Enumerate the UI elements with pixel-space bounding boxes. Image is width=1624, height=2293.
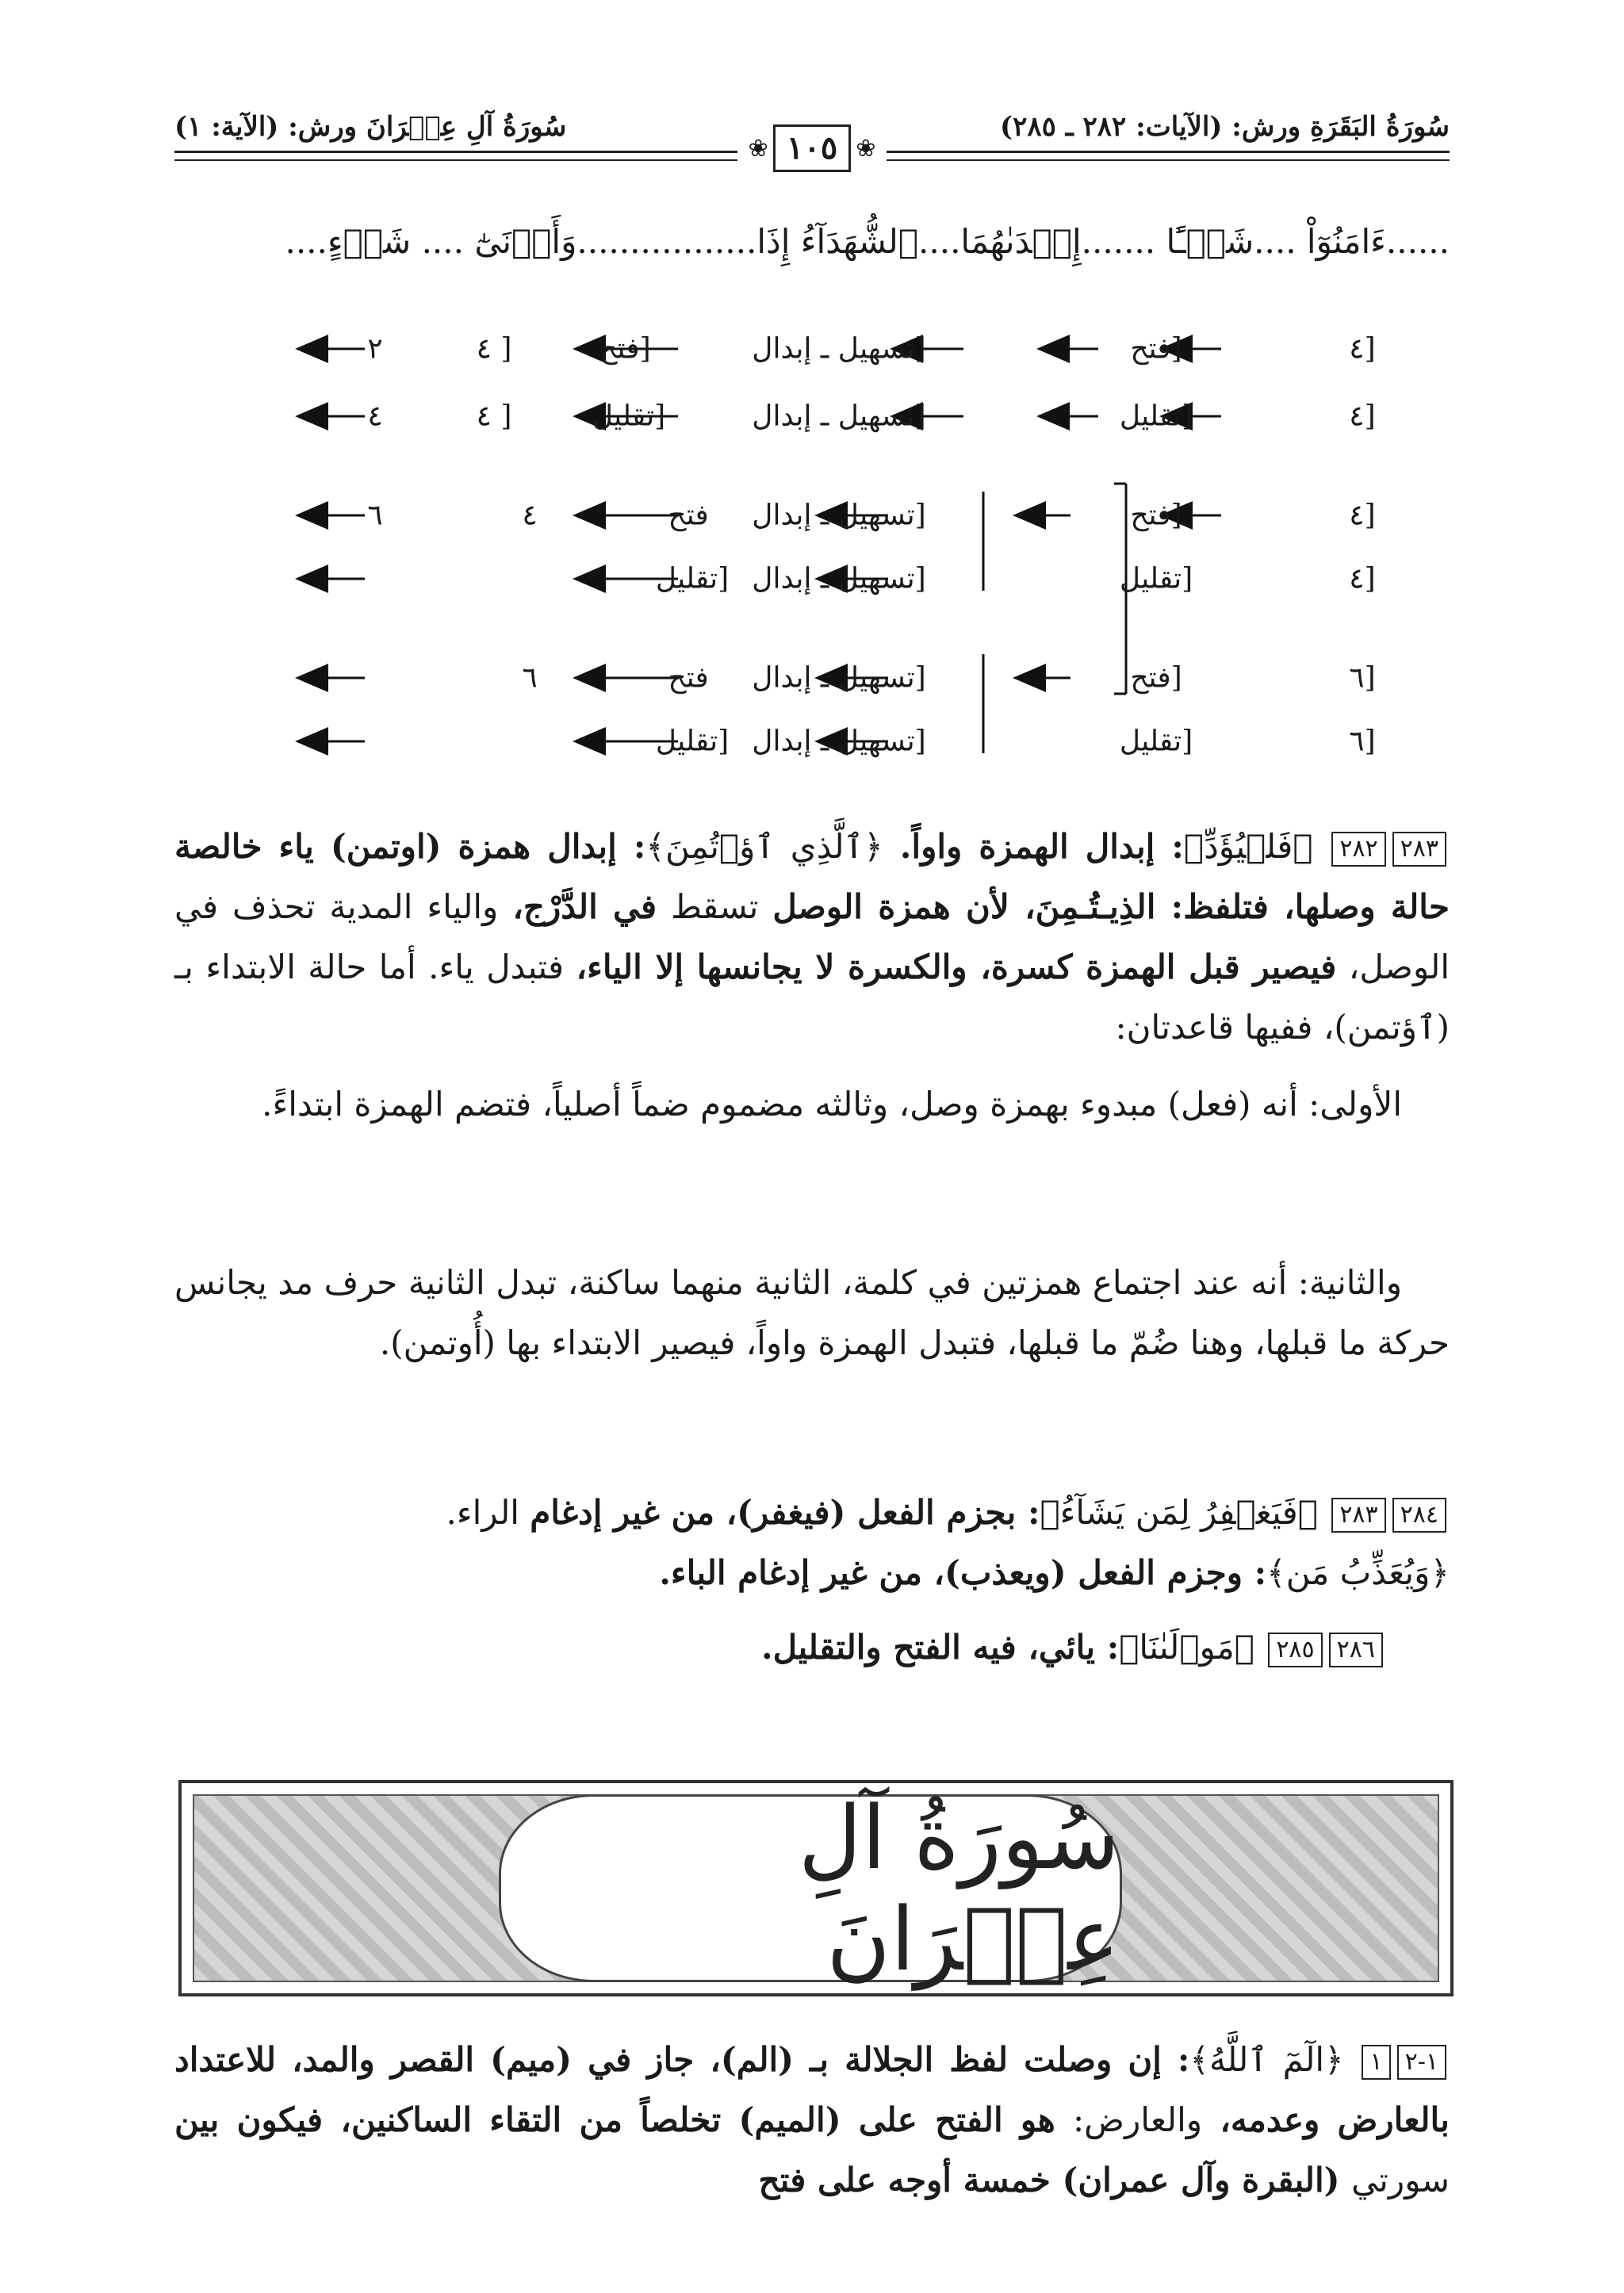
tree-node: [تقليل xyxy=(592,400,666,433)
body-text: سورتي xyxy=(1351,2161,1450,2199)
paragraph xyxy=(174,817,1450,1058)
rule-text: : يائي، فيه الفتح والتقليل. xyxy=(761,1628,1120,1667)
tree-node: [تسهيل ـ إبدال xyxy=(752,562,926,595)
rule-text: : وجزم الفعل (ويعذب)، من غير إدغام الباء. xyxy=(659,1553,1267,1592)
commentary-block xyxy=(174,2030,1450,2211)
tree-node: [٤ xyxy=(1349,499,1376,532)
tree-node: [فتح xyxy=(1130,661,1182,695)
quran-quote: ﴿وَيُعَذِّبُ مَن﴾ xyxy=(1266,1553,1450,1592)
quran-words-line: ......ءَامَنُوٓاْ ....شَيۡـًٔا .......إِحۡدَىٰهُمَا....ٱلشُّهَدَآءُ إِذَا.................وَأَدۡنَىٰٓ .... شَيۡءٍ.... xyxy=(285,222,1450,261)
tree-node: [فتح xyxy=(599,332,651,366)
verse-ref-badge: ٢٨٥ xyxy=(1268,1633,1322,1667)
commentary-block xyxy=(174,1483,1450,1603)
body-text: فتبدل ياء. أما حالة الابتداء بـ (ٱؤتمن)، ففيها قاعدتان: xyxy=(174,947,1450,1047)
tree-node: [ ٤ xyxy=(476,332,512,366)
tree-node: [فتح xyxy=(1130,332,1182,366)
tree-node: [تقليل xyxy=(655,562,730,595)
tree-node: [تسهيل ـ إبدال xyxy=(752,725,926,758)
tree-node: [تقليل xyxy=(655,725,730,758)
tree-node: [٤ xyxy=(1349,332,1376,366)
verse-ref-badge: ٢٨٢ xyxy=(1331,832,1385,867)
tree-node: فتح xyxy=(668,499,709,532)
tree-node: [تقليل xyxy=(1119,562,1193,595)
rule-text: هو الفتح على (الميم) تخلصاً من التقاء الساكنين، فيكون بين xyxy=(174,2100,1074,2139)
tree-node: [تسهيل ـ إبدال xyxy=(752,499,926,532)
rule-text: إدغام xyxy=(530,1493,603,1532)
commentary-block xyxy=(174,1617,1386,1678)
body-text: الراء. xyxy=(446,1493,530,1532)
paragraph: الأولى: أنه (فعل) مبدوء بهمزة وصل، وثالثه مضموم ضماً أصلياً، فتضم الهمزة ابتداءً. xyxy=(262,1085,1402,1124)
commentary-block xyxy=(174,1074,1450,1135)
rule-text: فيصير قبل الهمزة كسرة، والكسرة لا يجانسها إلا الياء، xyxy=(576,947,1337,986)
body-text: والعارض: xyxy=(1073,2100,1203,2139)
rule-text: (البقرة وآل عمران) خمسة أوجه على فتح xyxy=(758,2161,1352,2199)
quran-quote: ﴿فَيَغۡفِرُ لِمَن يَشَآءُ﴾ xyxy=(1040,1493,1318,1532)
header-left-title: سُورَةُ آلِ عِمۡرَانَ ورش: (الآية: ١) xyxy=(174,111,567,143)
verse-ref-badge: ١-٢ xyxy=(1397,2045,1446,2080)
tree-node: ٢ xyxy=(367,332,383,366)
rule-text: : إبدال همزة (اوتمن) ياء خالصة حالة وصلها، فتلفظ: الذِيـتُـمِنَ، لأن همزة الوصل xyxy=(174,827,1450,926)
quran-quote: ﴿ٱلَّذِي ٱؤۡتُمِنَ﴾ xyxy=(645,827,883,866)
tree-node: [٦ xyxy=(1349,661,1376,695)
tree-node: ٦ xyxy=(522,661,538,695)
header-right-title: سُورَةُ البَقَرَةِ ورش: (الآيات: ٢٨٢ ـ ٢٨٥) xyxy=(1000,111,1450,143)
tree-node: [٤ xyxy=(1349,562,1376,595)
quran-quote: ﴿فَلۡيُؤَدِّ﴾ xyxy=(1183,827,1313,866)
tree-node: [تقليل xyxy=(1119,725,1193,758)
tree-node: فتح xyxy=(668,661,709,695)
tree-node: [٦ xyxy=(1349,725,1376,758)
quran-quote: ﴿الٓمٓ ٱللَّهُ﴾ xyxy=(1189,2040,1344,2079)
tree-node: ٦ xyxy=(367,499,383,532)
verse-ref-badge: ١ xyxy=(1362,2045,1390,2080)
quran-quote: ﴿مَوۡلَىٰنَا﴾ xyxy=(1119,1628,1254,1667)
paragraph xyxy=(174,1483,1450,1543)
tree-node: [تقليل xyxy=(1119,400,1193,433)
tree-node: [تسهيل ـ إبدال xyxy=(752,661,926,695)
page-number: ١٠٥ xyxy=(773,124,851,172)
rule-text: : إبدال الهمزة واواً. xyxy=(883,827,1184,866)
tree-node: ٤ xyxy=(522,499,538,532)
paragraph xyxy=(174,1617,1386,1678)
rule-text: في الدَّرْج، xyxy=(512,887,657,926)
tree-node: [ ٤ xyxy=(476,400,512,433)
commentary-block xyxy=(174,817,1450,1058)
rule-text: : إن وصلت لفظ الجلالة بـ (الم)، جاز في (ميم) القصر والمد، للاعتداد بالعارض وعدمه، xyxy=(174,2040,1450,2139)
ornament-icon: ❀ xyxy=(856,134,876,163)
surah-title-cartouche xyxy=(499,1786,1122,1990)
rule-text: : بجزم الفعل (فيغفر)، من غير xyxy=(602,1493,1040,1532)
surah-title: سُورَةُ آلِ عِمۡرَانَ xyxy=(798,1786,1120,1990)
paragraph xyxy=(174,1543,1450,1603)
verse-ref-badge: ٢٨٤ xyxy=(1392,1498,1446,1533)
paragraph: والثانية: أنه عند اجتماع همزتين في كلمة، الثانية منهما ساكنة، تبدل الثانية حرف مد يجانس حركة ما قبلها، وهنا ضُمّ ما قبلها، فتبدل الهمزة واواً، فيصير الابتداء بها (أُوتمن). xyxy=(174,1263,1450,1362)
commentary-block xyxy=(174,1253,1450,1373)
ornament-icon: ❀ xyxy=(748,134,768,163)
surah-title-banner xyxy=(178,1780,1454,1996)
tree-node: [تسهيل ـ إبدال xyxy=(752,332,926,366)
tree-node: ٤ xyxy=(367,400,383,433)
tree-node: [٤ xyxy=(1349,400,1376,433)
verse-ref-badge: ٢٨٣ xyxy=(1392,832,1446,867)
tree-node: [فتح xyxy=(1130,499,1182,532)
paragraph xyxy=(174,2030,1450,2211)
body-text: والياء المدية تحذف في الوصل، xyxy=(174,887,1450,986)
verse-ref-badge: ٢٨٣ xyxy=(1331,1498,1385,1533)
verse-ref-badge: ٢٨٦ xyxy=(1329,1633,1383,1667)
tree-node: [تسهيل ـ إبدال xyxy=(752,400,926,433)
body-text: تسقط xyxy=(657,887,773,926)
